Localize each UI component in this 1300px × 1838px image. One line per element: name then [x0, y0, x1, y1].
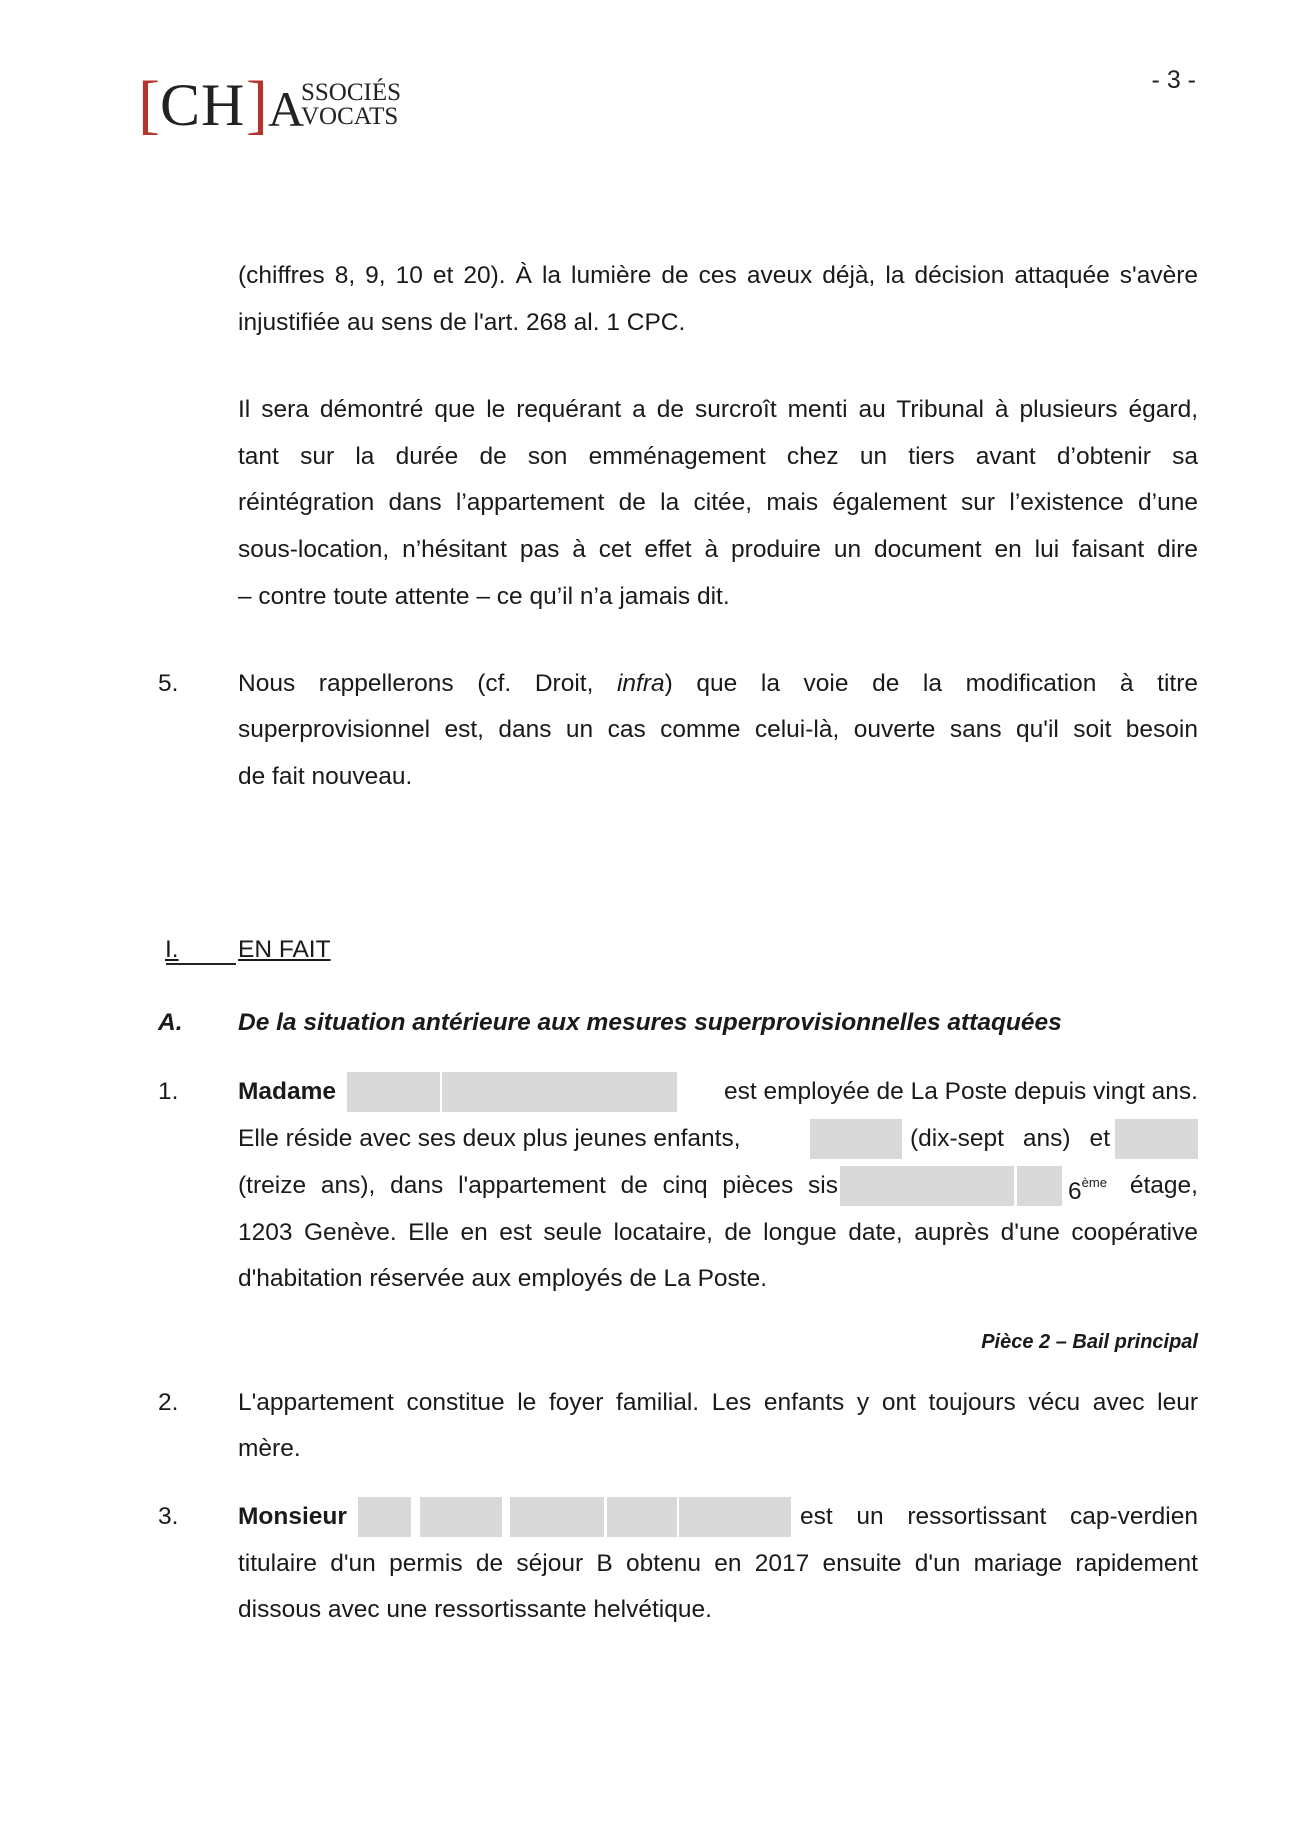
redaction-block — [1017, 1166, 1062, 1206]
intro-p2-line-4: sous-location, n’hésitant pas à cet effet à produire un document en lui faisant dire — [238, 536, 1198, 563]
redaction-block — [679, 1497, 791, 1537]
intro-p2-line-3: réintégration dans l’appartement de la citée, mais également sur l’existence d’une — [238, 489, 1198, 516]
logo-ch: CH — [160, 72, 246, 138]
redaction-block — [358, 1497, 411, 1537]
redaction-block — [840, 1166, 1014, 1206]
redaction-block — [810, 1119, 902, 1159]
redaction-block — [1115, 1119, 1198, 1159]
firm-logo — [138, 70, 438, 140]
logo-a: A — [268, 81, 305, 137]
logo-bracket-left: [ — [138, 68, 160, 141]
item-3-line-1-rest: est un ressortissant cap-verdien — [800, 1503, 1198, 1530]
logo-associes: SSOCIÉS — [301, 79, 402, 106]
item-1-line-3-a: (treize ans), dans l'appartement de cinq pièces sis — [238, 1172, 838, 1199]
point-5-line-2: superprovisionnel est, dans un cas comme celui-là, ouverte sans qu'il soit besoin — [238, 716, 1198, 743]
item-3-line-3: dissous avec une ressortissante helvétique. — [238, 1596, 712, 1623]
intro-p2-line-1: Il sera démontré que le requérant a de surcroît menti au Tribunal à plusieurs égard, — [238, 396, 1198, 423]
item-1-line-1-rest: est employée de La Poste depuis vingt ans. — [724, 1078, 1198, 1105]
item-1-name-label: Madame — [238, 1078, 337, 1105]
item-1-line-5: d'habitation réservée aux employés de La Poste. — [238, 1265, 768, 1292]
exhibit-reference: Pièce 2 – Bail principal — [981, 1331, 1198, 1353]
section-underline — [166, 963, 236, 965]
section-title: EN FAIT — [238, 936, 331, 963]
point-5-number: 5. — [158, 670, 179, 697]
intro-p2-line-2: tant sur la durée de son emménagement chez un tiers avant d’obtenir sa — [238, 443, 1198, 470]
intro-p2-line-5: – contre toute attente – ce qu’il n’a jamais dit. — [238, 583, 730, 610]
item-2-line-1: L'appartement constitue le foyer familial. Les enfants y ont toujours vécu avec leur — [238, 1389, 1198, 1416]
item-1-line-3-b: 6ème étage, — [1068, 1172, 1198, 1206]
subsection-title: De la situation antérieure aux mesures superprovisionnelles attaquées — [238, 1009, 1062, 1036]
item-3-number: 3. — [158, 1503, 179, 1530]
item-1-line-2-b: (dix-sept ans) et — [910, 1125, 1110, 1152]
intro-p1-line-2: injustifiée au sens de l'art. 268 al. 1 CPC. — [238, 309, 686, 336]
item-1-line-2-a: Elle réside avec ses deux plus jeunes enfants, — [238, 1125, 741, 1152]
item-3-line-2: titulaire d'un permis de séjour B obtenu en 2017 ensuite d'un mariage rapidement — [238, 1550, 1198, 1577]
page-number: - 3 - — [1151, 66, 1196, 94]
redaction-block — [420, 1497, 502, 1537]
redaction-block — [347, 1072, 440, 1112]
logo-avocats: VOCATS — [301, 103, 399, 130]
logo-bracket-right: ] — [246, 68, 268, 141]
item-3-name-label: Monsieur — [238, 1503, 347, 1530]
redaction-block — [442, 1072, 677, 1112]
item-1-number: 1. — [158, 1078, 179, 1105]
point-5-line-3: de fait nouveau. — [238, 763, 413, 790]
item-1-line-4: 1203 Genève. Elle en est seule locataire, de longue date, auprès d'une coopérative — [238, 1219, 1198, 1246]
item-2-line-2: mère. — [238, 1435, 301, 1462]
section-number: I. — [165, 936, 179, 963]
item-2-number: 2. — [158, 1389, 179, 1416]
intro-p1-line-1: (chiffres 8, 9, 10 et 20). À la lumière de ces aveux déjà, la décision attaquée s'avère — [238, 262, 1198, 289]
subsection-letter: A. — [158, 1009, 183, 1036]
redaction-block — [607, 1497, 677, 1537]
point-5-line-1: Nous rappellerons (cf. Droit, infra) que la voie de la modification à titre — [238, 670, 1198, 697]
redaction-block — [510, 1497, 604, 1537]
